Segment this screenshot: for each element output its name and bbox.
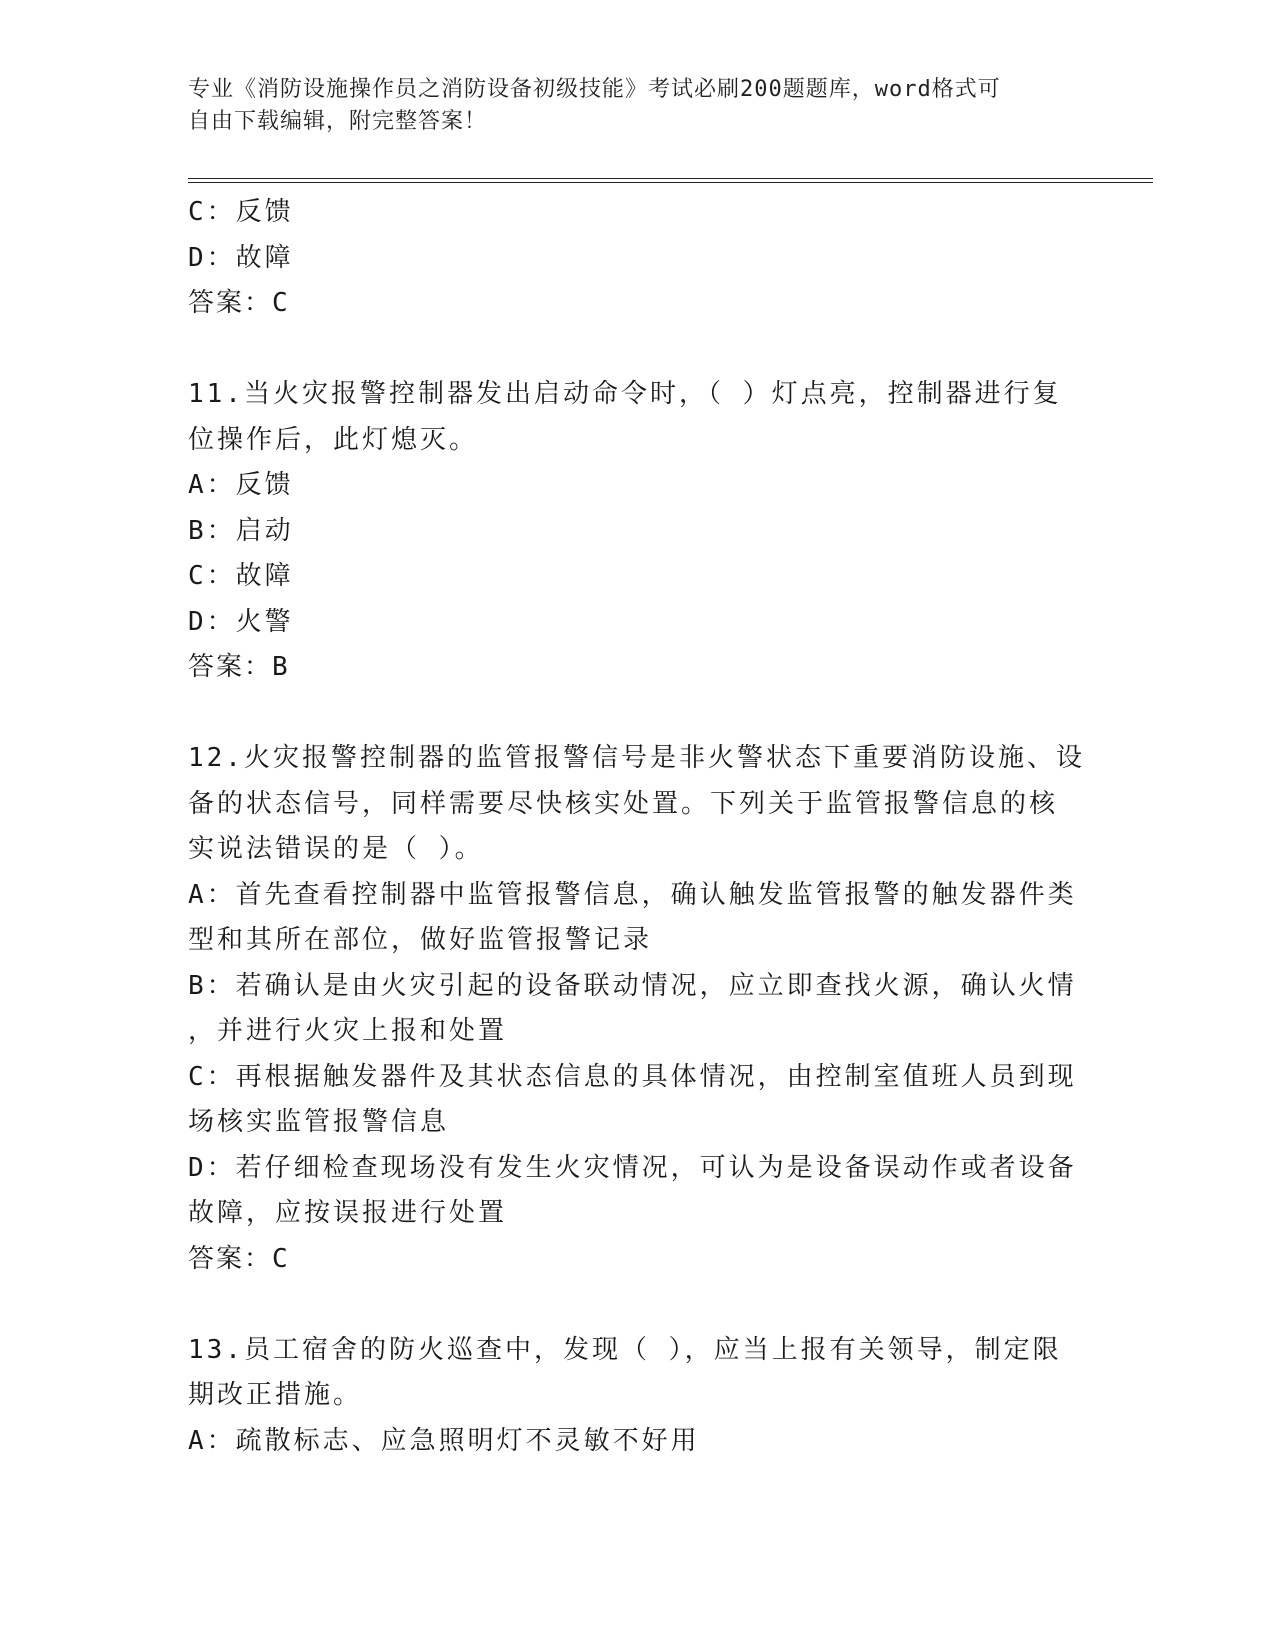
question-text-line: 期改正措施。 xyxy=(188,1380,363,1410)
question-13 xyxy=(188,1328,1088,1465)
question-text-line: 备的状态信号，同样需要尽快核实处置。下列关于监管报警信息的核 xyxy=(188,788,1059,819)
option-d: D：故障 xyxy=(188,242,294,273)
question-list xyxy=(188,190,1088,1464)
option-c: C：反馈 xyxy=(188,197,294,227)
spacer xyxy=(188,1282,1088,1328)
option-d: D：火警 xyxy=(188,606,294,637)
question-text-line: 12.火灾报警控制器的监管报警信号是非火警状态下重要消防设施、设 xyxy=(188,743,1085,773)
option-d-cont: 故障，应按误报进行处置 xyxy=(188,1198,508,1228)
header-divider xyxy=(188,178,1153,183)
question-text-line: 11.当火灾报警控制器发出启动命令时，（ ）灯点亮，控制器进行复 xyxy=(188,379,1062,409)
question-11 xyxy=(188,372,1088,691)
answer-line: 答案：B xyxy=(188,652,290,682)
question-10-tail xyxy=(188,190,1088,327)
question-text-line: 实说法错误的是（ ）。 xyxy=(188,834,484,864)
option-a-cont: 型和其所在部位，做好监管报警记录 xyxy=(188,925,653,955)
option-d: D：若仔细检查现场没有发生火灾情况，可认为是设备误动作或者设备 xyxy=(188,1152,1077,1183)
document-header xyxy=(188,74,1068,138)
question-text-line: 位操作后，此灯熄灭。 xyxy=(188,424,479,455)
header-line-1: 专业《消防设施操作员之消防设备初级技能》考试必刷200题题库，word格式可 xyxy=(188,77,1001,102)
option-b: B：启动 xyxy=(188,515,294,546)
option-c: C：故障 xyxy=(188,561,294,591)
spacer xyxy=(188,327,1088,373)
header-line-2: 自由下载编辑，附完整答案！ xyxy=(188,109,488,134)
option-a: A：疏散标志、应急照明灯不灵敏不好用 xyxy=(188,1425,700,1456)
option-c: C：再根据触发器件及其状态信息的具体情况，由控制室值班人员到现 xyxy=(188,1061,1077,1092)
option-c-cont: 场核实监管报警信息 xyxy=(188,1107,450,1137)
spacer xyxy=(188,691,1088,737)
answer-line: 答案：C xyxy=(188,1243,290,1274)
option-b: B：若确认是由火灾引起的设备联动情况，应立即查找火源，确认火情 xyxy=(188,970,1077,1001)
question-12 xyxy=(188,736,1088,1282)
answer-line: 答案：C xyxy=(188,288,290,318)
option-b-cont: ，并进行火灾上报和处置 xyxy=(188,1016,508,1046)
option-a: A：反馈 xyxy=(188,470,294,500)
question-text-line: 13.员工宿舍的防火巡查中，发现（ ），应当上报有关领导，制定限 xyxy=(188,1334,1062,1365)
option-a: A：首先查看控制器中监管报警信息，确认触发监管报警的触发器件类 xyxy=(188,879,1077,910)
